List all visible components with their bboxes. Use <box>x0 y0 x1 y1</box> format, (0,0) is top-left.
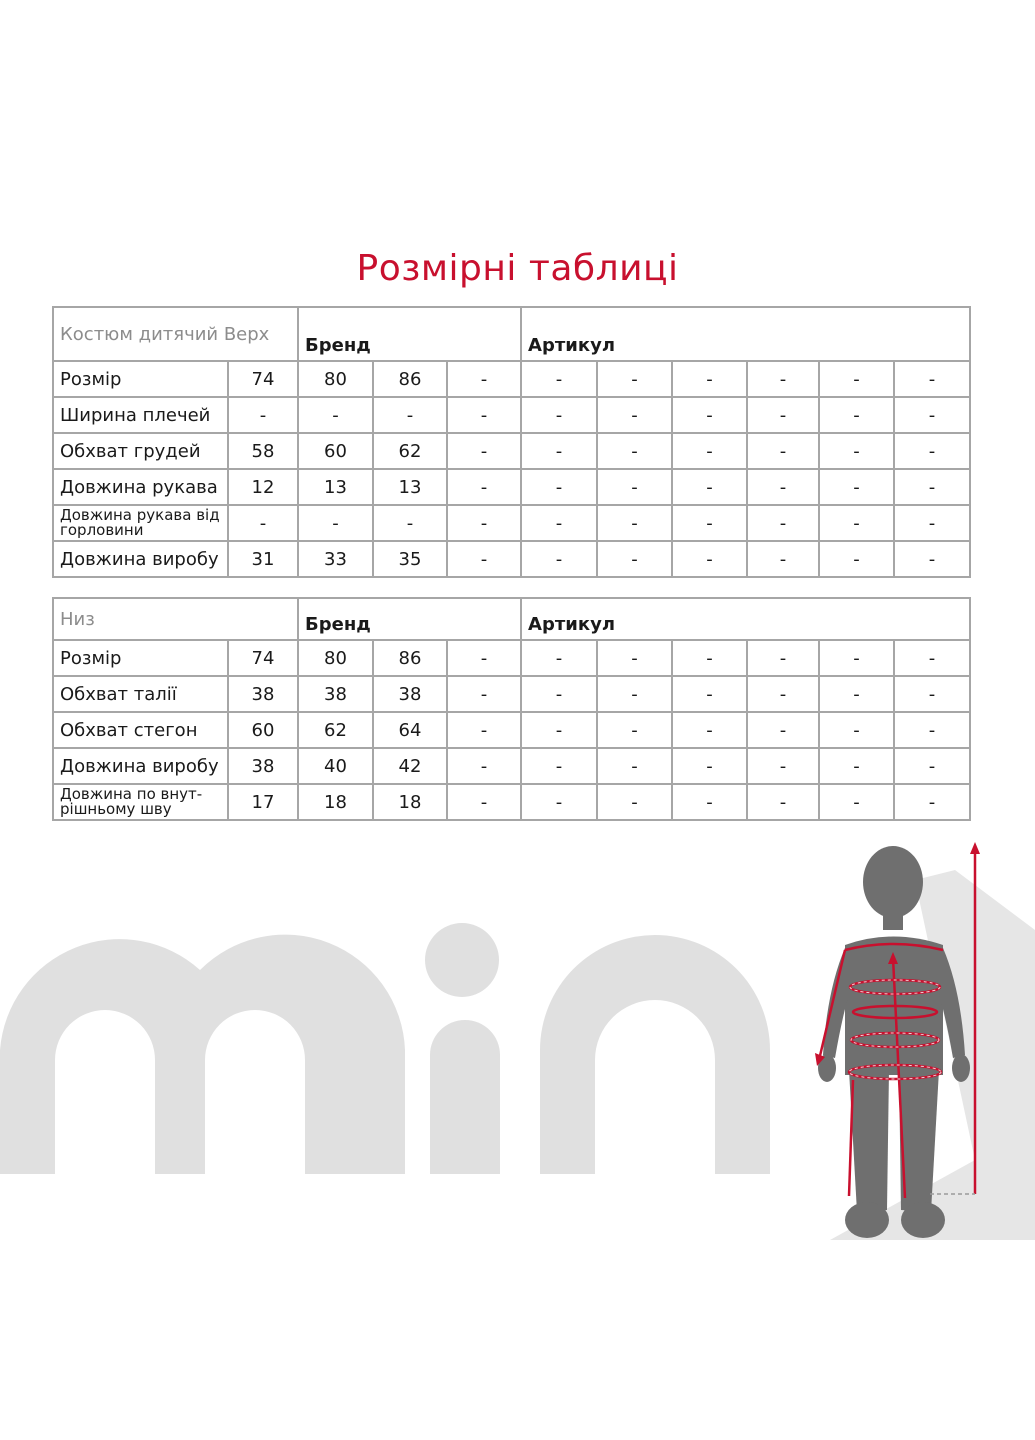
cell: - <box>894 361 970 397</box>
brand-label: Бренд <box>298 598 521 640</box>
cell: 13 <box>298 469 373 505</box>
table-caption: Костюм дитячий Верх <box>53 307 298 361</box>
brand-label: Бренд <box>298 307 521 361</box>
cell: 38 <box>298 676 373 712</box>
cell: - <box>747 784 819 820</box>
cell: - <box>819 361 894 397</box>
cell: - <box>747 397 819 433</box>
article-label: Артикул <box>521 307 970 361</box>
cell: - <box>298 397 373 433</box>
table-row <box>53 748 970 784</box>
cell: - <box>894 505 970 541</box>
cell: - <box>521 469 597 505</box>
row-label: Розмір <box>53 640 228 676</box>
table-row <box>53 361 970 397</box>
cell: - <box>373 397 447 433</box>
cell: 18 <box>373 784 447 820</box>
table-row <box>53 433 970 469</box>
cell: - <box>597 784 672 820</box>
cell: 64 <box>373 712 447 748</box>
cell: - <box>894 748 970 784</box>
table-row <box>53 784 970 820</box>
cell: - <box>597 505 672 541</box>
cell: - <box>672 541 747 577</box>
cell: 60 <box>298 433 373 469</box>
cell: - <box>747 676 819 712</box>
cell: 12 <box>228 469 298 505</box>
row-label: Обхват стегон <box>53 712 228 748</box>
cell: - <box>228 397 298 433</box>
cell: - <box>298 505 373 541</box>
row-label: Розмір <box>53 361 228 397</box>
cell: - <box>747 541 819 577</box>
cell: - <box>373 505 447 541</box>
cell: 40 <box>298 748 373 784</box>
cell: - <box>447 748 521 784</box>
cell: - <box>521 433 597 469</box>
cell: - <box>672 748 747 784</box>
cell: - <box>894 397 970 433</box>
cell: - <box>521 541 597 577</box>
cell: 74 <box>228 361 298 397</box>
row-label: Довжина рукава <box>53 469 228 505</box>
cell: - <box>747 748 819 784</box>
cell: - <box>597 433 672 469</box>
brand-logo-watermark <box>0 880 800 1180</box>
cell: - <box>228 505 298 541</box>
cell: - <box>447 712 521 748</box>
row-label: Довжина по внут-рішньому шву <box>53 784 228 820</box>
table-row <box>53 541 970 577</box>
cell: - <box>747 712 819 748</box>
cell: - <box>672 469 747 505</box>
cell: - <box>894 676 970 712</box>
table-row <box>53 469 970 505</box>
size-table-bottom <box>52 597 971 821</box>
cell: - <box>894 640 970 676</box>
cell: - <box>521 748 597 784</box>
cell: - <box>597 361 672 397</box>
cell: - <box>521 505 597 541</box>
cell: 62 <box>373 433 447 469</box>
cell: - <box>597 469 672 505</box>
cell: - <box>672 397 747 433</box>
cell: - <box>894 433 970 469</box>
cell: 80 <box>298 361 373 397</box>
cell: - <box>747 640 819 676</box>
cell: - <box>597 397 672 433</box>
cell: - <box>747 433 819 469</box>
cell: - <box>521 712 597 748</box>
cell: - <box>894 784 970 820</box>
cell: - <box>521 397 597 433</box>
cell: - <box>447 433 521 469</box>
cell: 86 <box>373 361 447 397</box>
cell: 38 <box>373 676 447 712</box>
cell: - <box>672 712 747 748</box>
cell: - <box>521 640 597 676</box>
cell: - <box>447 397 521 433</box>
cell: - <box>521 676 597 712</box>
row-label: Ширина плечей <box>53 397 228 433</box>
cell: - <box>819 640 894 676</box>
cell: - <box>447 469 521 505</box>
table-row <box>53 676 970 712</box>
cell: - <box>819 469 894 505</box>
cell: 38 <box>228 676 298 712</box>
size-table-top <box>52 306 971 578</box>
table-row <box>53 712 970 748</box>
cell: - <box>447 541 521 577</box>
cell: 17 <box>228 784 298 820</box>
cell: - <box>819 712 894 748</box>
cell: 38 <box>228 748 298 784</box>
cell: - <box>819 397 894 433</box>
row-label: Обхват талії <box>53 676 228 712</box>
cell: - <box>672 676 747 712</box>
cell: 35 <box>373 541 447 577</box>
cell: - <box>672 640 747 676</box>
cell: 86 <box>373 640 447 676</box>
cell: - <box>819 748 894 784</box>
table-row <box>53 505 970 541</box>
cell: - <box>819 784 894 820</box>
cell: - <box>447 784 521 820</box>
cell: - <box>447 676 521 712</box>
cell: - <box>894 712 970 748</box>
cell: 42 <box>373 748 447 784</box>
cell: - <box>447 505 521 541</box>
cell: 62 <box>298 712 373 748</box>
cell: - <box>672 505 747 541</box>
cell: 80 <box>298 640 373 676</box>
table-row <box>53 397 970 433</box>
cell: - <box>747 505 819 541</box>
cell: - <box>597 676 672 712</box>
cell: - <box>819 505 894 541</box>
cell: - <box>747 361 819 397</box>
row-label: Довжина виробу <box>53 748 228 784</box>
cell: - <box>521 784 597 820</box>
cell: - <box>447 640 521 676</box>
cell: - <box>747 469 819 505</box>
cell: - <box>894 541 970 577</box>
cell: - <box>597 712 672 748</box>
cell: - <box>597 748 672 784</box>
cell: - <box>447 361 521 397</box>
cell: - <box>894 469 970 505</box>
cell: 31 <box>228 541 298 577</box>
table-caption: Низ <box>53 598 298 640</box>
row-label: Довжина рукава від горловини <box>53 505 228 541</box>
row-label: Довжина виробу <box>53 541 228 577</box>
row-label: Обхват грудей <box>53 433 228 469</box>
cell: - <box>672 361 747 397</box>
cell: - <box>819 433 894 469</box>
article-label: Артикул <box>521 598 970 640</box>
cell: - <box>672 433 747 469</box>
cell: 18 <box>298 784 373 820</box>
cell: 33 <box>298 541 373 577</box>
cell: 60 <box>228 712 298 748</box>
cell: - <box>521 361 597 397</box>
cell: - <box>672 784 747 820</box>
cell: - <box>597 640 672 676</box>
cell: - <box>597 541 672 577</box>
cell: 74 <box>228 640 298 676</box>
cell: - <box>819 541 894 577</box>
page-title: Розмірні таблиці <box>356 248 679 289</box>
cell: - <box>819 676 894 712</box>
child-measurement-figure <box>805 840 1035 1240</box>
table-row <box>53 640 970 676</box>
cell: 58 <box>228 433 298 469</box>
cell: 13 <box>373 469 447 505</box>
